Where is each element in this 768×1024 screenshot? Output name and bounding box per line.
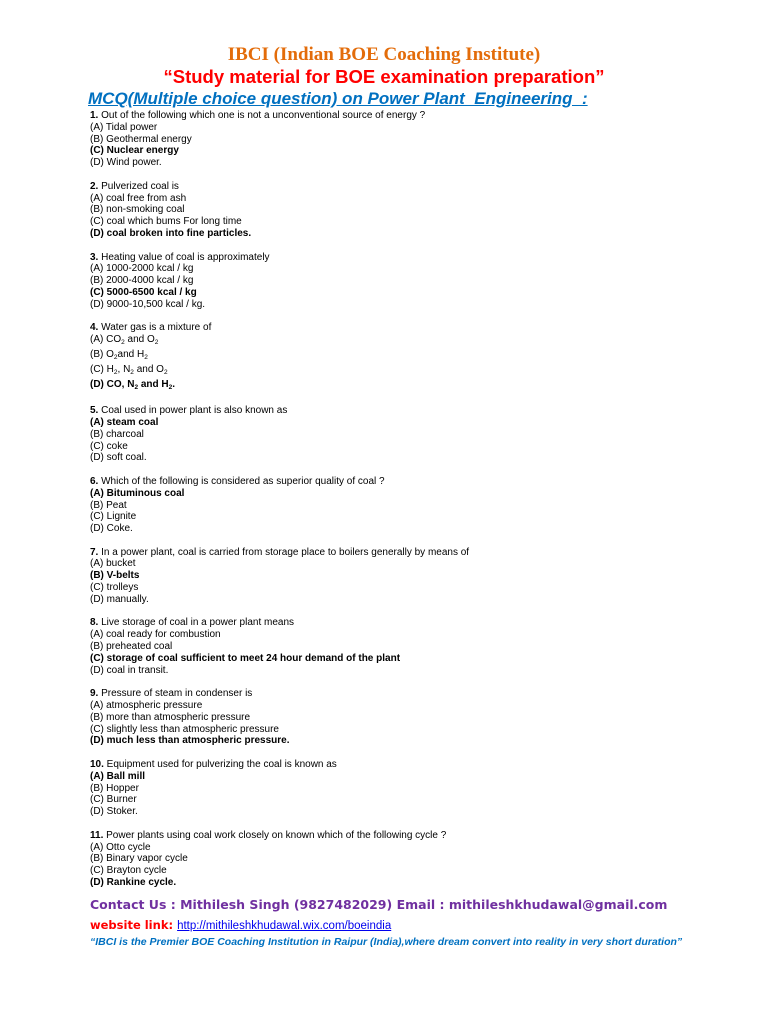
question-number: 5. (90, 405, 99, 417)
question-5 (90, 405, 730, 464)
question-text (90, 252, 730, 264)
question-stem: Water gas is a mixture of (98, 322, 212, 334)
question-stem: Coal used in power plant is also known as (98, 405, 288, 417)
option: (B) preheated coal (90, 641, 173, 653)
question-stem: Pulverized coal is (98, 180, 179, 192)
option: (A) 1000-2000 kcal / kg (90, 263, 194, 275)
question-text (90, 110, 730, 122)
question-text (90, 547, 730, 559)
option: (D) manually. (90, 593, 149, 605)
question-text (90, 830, 730, 842)
answer-option: (A) steam coal (90, 416, 159, 428)
option: (B) charcoal (90, 428, 144, 440)
option: (A) Otto cycle (90, 841, 151, 853)
question-9 (90, 688, 730, 747)
question-stem: Power plants using coal work closely on known which of the following cycle ? (103, 829, 447, 841)
tagline: “IBCI is the Premier BOE Coaching Institution in Raipur (India),where dream convert into reality in very short duration” (90, 936, 683, 948)
question-1 (90, 110, 730, 169)
website-link[interactable]: http://mithileshkhudawal.wix.com/boeindia (177, 920, 392, 932)
option: (D) Coke. (90, 523, 133, 535)
website-row (90, 918, 730, 936)
question-text (90, 617, 730, 629)
option: (B) 2000-4000 kcal / kg (90, 275, 194, 287)
question-stem: Out of the following which one is not a unconventional source of energy ? (98, 110, 426, 121)
question-number: 1. (90, 110, 99, 121)
question-number: 9. (90, 688, 99, 700)
option: (B) Binary vapor cycle (90, 853, 188, 865)
option: (D) 9000-10,500 kcal / kg. (90, 298, 206, 310)
question-stem: Heating value of coal is approximately (98, 251, 270, 263)
option: (C) coke (90, 440, 128, 452)
question-number: 10. (90, 759, 104, 771)
question-number: 4. (90, 322, 99, 334)
answer-option: (D) CO, $N_2$ and $H_2$. (90, 378, 176, 391)
mcq-section-title: MCQ(Multiple choice question) on Power Plant Engineering : (88, 89, 588, 108)
option: (D) coal in transit. (90, 664, 169, 676)
question-stem: Live storage of coal in a power plant means (98, 617, 295, 629)
answer-option: (D) coal broken into fine particles. (90, 227, 252, 239)
option: (B) Peat (90, 499, 127, 511)
answer-option: (C) storage of coal sufficient to meet 24 hour demand of the plant (90, 652, 401, 664)
question-2 (90, 181, 730, 240)
option: (D) Wind power. (90, 157, 162, 169)
question-8 (90, 617, 730, 676)
question-text (90, 476, 730, 488)
option: (C) Burner (90, 794, 137, 806)
option: (C) $H_2$, $N_2$ and $O_2$ (90, 363, 168, 376)
question-6 (90, 476, 730, 535)
option: (C) trolleys (90, 582, 139, 594)
question-list (90, 110, 730, 901)
answer-option: (B) V-belts (90, 570, 140, 582)
option: (D) soft coal. (90, 452, 147, 464)
option: (B) Geothermal energy (90, 133, 192, 145)
question-number: 2. (90, 180, 99, 192)
option: (A) coal free from ash (90, 192, 187, 204)
option: (A) coal ready for combustion (90, 629, 221, 641)
institute-title: IBCI (Indian BOE Coaching Institute) (227, 44, 541, 65)
question-number: 6. (90, 475, 99, 487)
question-11 (90, 830, 730, 889)
answer-option: (C) Nuclear energy (90, 145, 179, 157)
question-text (90, 181, 730, 193)
option: (C) slightly less than atmospheric pressure (90, 723, 279, 735)
option: (C) Brayton cycle (90, 865, 167, 877)
question-text (90, 759, 730, 771)
option: (A) $CO_2$ and $O_2$ (90, 334, 159, 347)
study-material-title: “Study material for BOE examination preparation” (163, 66, 605, 87)
option: (B) $O_2and$ $H_2$ (90, 348, 148, 361)
option: (B) more than atmospheric pressure (90, 711, 251, 723)
option: (A) Tidal power (90, 121, 158, 133)
question-3 (90, 252, 730, 311)
question-stem: Pressure of steam in condenser is (98, 688, 253, 700)
question-number: 8. (90, 617, 99, 629)
answer-option: (A) Ball mill (90, 770, 146, 782)
question-number: 11. (90, 829, 104, 841)
question-4 (90, 322, 730, 393)
answer-option: (C) 5000-6500 kcal / kg (90, 286, 197, 298)
answer-option: (A) Bituminous coal (90, 487, 185, 499)
question-stem: In a power plant, coal is carried from storage place to boilers generally by means of (98, 546, 470, 558)
website-label: website link: (90, 918, 178, 932)
footer (90, 897, 730, 949)
answer-option: (D) much less than atmospheric pressure. (90, 735, 290, 747)
option: (C) coal which bums For long time (90, 216, 242, 228)
question-10 (90, 759, 730, 818)
question-stem: Equipment used for pulverizing the coal is known as (103, 759, 337, 771)
question-7 (90, 547, 730, 606)
question-text (90, 405, 730, 417)
option: (A) bucket (90, 558, 136, 570)
option: (D) Stoker. (90, 806, 138, 818)
contact-info: Contact Us : Mithilesh Singh (9827482029) Email : mithileshkhudawal@gmail.com (90, 897, 668, 912)
answer-option: (D) Rankine cycle. (90, 877, 177, 888)
question-number: 3. (90, 251, 99, 263)
option: (B) Hopper (90, 782, 139, 794)
option: (A) atmospheric pressure (90, 700, 203, 712)
question-number: 7. (90, 546, 99, 558)
question-text (90, 322, 730, 334)
question-text (90, 688, 730, 700)
option: (B) non-smoking coal (90, 204, 185, 216)
option: (C) Lignite (90, 511, 137, 523)
question-stem: Which of the following is considered as superior quality of coal ? (98, 475, 385, 487)
